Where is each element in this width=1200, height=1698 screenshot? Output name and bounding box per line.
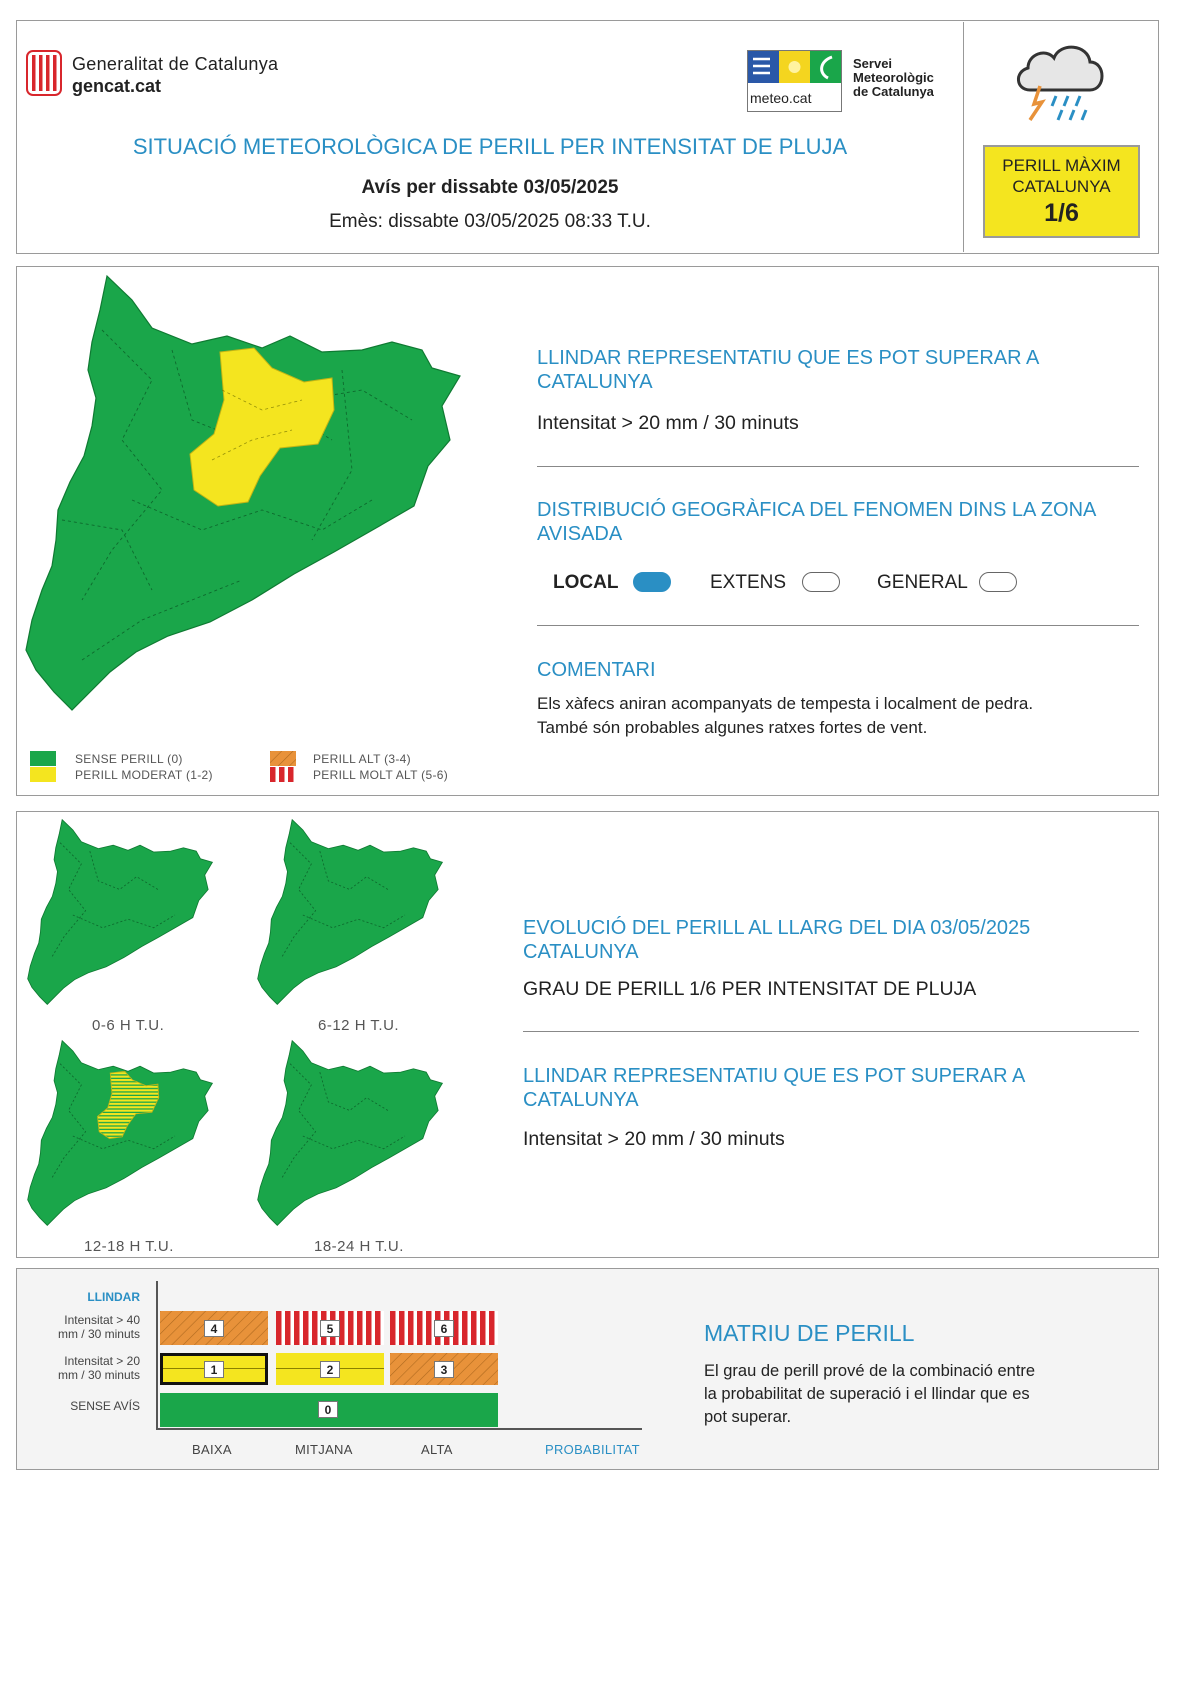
matrix-description-line-3: pot superar. <box>704 1408 792 1426</box>
distribution-local-label: LOCAL <box>553 572 619 593</box>
matrix-x-axis <box>156 1428 642 1430</box>
matrix-description <box>704 1360 1035 1429</box>
map-period-0-6 <box>26 815 226 1015</box>
matrix-axis-y-label: LLINDAR <box>87 1290 140 1304</box>
legend-swatch-high <box>270 751 296 766</box>
map-period-12-18 <box>26 1036 226 1236</box>
matrix-row-top-label <box>20 1313 140 1341</box>
matrix-row-mid-label <box>20 1354 140 1382</box>
matrix-row-bottom-label: SENSE AVÍS <box>70 1399 140 1413</box>
matrix-cell-2-value: 2 <box>320 1361 340 1378</box>
legend-swatch-moderate <box>30 767 56 782</box>
legend-label-no-danger: SENSE PERILL (0) <box>75 752 183 766</box>
issued-date: Emès: dissabte 03/05/2025 08:33 T.U. <box>329 211 651 232</box>
distribution-extens-label: EXTENS <box>710 572 787 593</box>
threshold-value: Intensitat > 20 mm / 30 minuts <box>537 412 799 434</box>
matrix-cell-5-value: 5 <box>320 1320 340 1337</box>
matrix-cell-3-value: 3 <box>434 1361 454 1378</box>
period-label-12-18: 12-18 H T.U. <box>84 1238 174 1255</box>
matrix-cell-4-value: 4 <box>204 1320 224 1337</box>
distribution-general-label: GENERAL <box>877 572 968 593</box>
smc-name <box>853 57 963 99</box>
divider <box>537 466 1139 467</box>
threshold-title: LLINDAR REPRESENTATIU QUE ES POT SUPERAR A CATALUNYA <box>537 347 1039 393</box>
legend-label-very-high: PERILL MOLT ALT (5-6) <box>313 768 449 782</box>
catalonia-danger-map <box>22 270 492 730</box>
page-title: SITUACIÓ METEOROLÒGICA DE PERILL PER INTENSITAT DE PLUJA <box>132 134 848 159</box>
storm-rain-icon <box>1010 32 1110 122</box>
evolution-threshold-title: LLINDAR REPRESENTATIU QUE ES POT SUPERAR A CATALUNYA <box>523 1065 1025 1111</box>
comment-line-1: Els xàfecs aniran acompanyats de tempesta i localment de pedra. <box>537 694 1034 713</box>
divider <box>537 625 1139 626</box>
evolution-threshold-value: Intensitat > 20 mm / 30 minuts <box>523 1128 785 1150</box>
matrix-x-label-baixa: BAIXA <box>192 1442 232 1457</box>
matrix-description-line-1: El grau de perill prové de la combinació entre <box>704 1362 1036 1380</box>
period-label-0-6: 0-6 H T.U. <box>92 1017 165 1034</box>
smc-line-1: Servei <box>853 56 893 71</box>
matrix-cell-6-value: 6 <box>434 1320 454 1337</box>
matrix-row-top-line-2: mm / 30 minuts <box>57 1327 140 1341</box>
matrix-x-label-alta: ALTA <box>421 1442 453 1457</box>
matrix-y-axis <box>156 1281 158 1429</box>
legend-swatch-very-high <box>270 767 296 782</box>
legend-label-moderate: PERILL MODERAT (1-2) <box>75 768 213 782</box>
legend-label-high: PERILL ALT (3-4) <box>313 752 411 766</box>
evolution-value: GRAU DE PERILL 1/6 PER INTENSITAT DE PLUJA <box>523 978 977 1000</box>
period-label-6-12: 6-12 H T.U. <box>318 1017 400 1034</box>
matrix-description-line-2: la probabilitat de superació i el llindar que es <box>704 1385 1030 1403</box>
matrix-x-axis-label: PROBABILITAT <box>545 1442 640 1457</box>
map-period-18-24 <box>256 1036 456 1236</box>
max-danger-value: 1/6 <box>1044 199 1079 227</box>
gencat-logo-icon <box>26 50 62 96</box>
matrix-x-label-mitjana: MITJANA <box>295 1442 353 1457</box>
max-danger-label-1: PERILL MÀXIM <box>1002 156 1121 175</box>
comment-text <box>537 692 1147 740</box>
evolution-title: EVOLUCIÓ DEL PERILL AL LLARG DEL DIA 03/05/2025 CATALUNYA <box>523 917 1031 963</box>
max-danger-label-2: CATALUNYA <box>1012 177 1111 196</box>
distribution-title: DISTRIBUCIÓ GEOGRÀFICA DEL FENOMEN DINS LA ZONA AVISADA <box>537 499 1096 545</box>
period-label-18-24: 18-24 H T.U. <box>314 1238 404 1255</box>
matrix-row-mid-line-1: Intensitat > 20 <box>64 1354 140 1368</box>
matrix-title: MATRIU DE PERILL <box>704 1320 915 1346</box>
divider <box>523 1031 1139 1032</box>
smc-line-2: Meteorològic <box>853 70 934 85</box>
matrix-row-mid-line-2: mm / 30 minuts <box>57 1368 140 1382</box>
matrix-row-top-line-1: Intensitat > 40 <box>64 1313 140 1327</box>
matrix-cell-1-value: 1 <box>204 1361 224 1378</box>
matrix-cell-0-value: 0 <box>318 1401 338 1418</box>
distribution-general-indicator <box>979 572 1017 592</box>
legend-swatch-no-danger <box>30 751 56 766</box>
header-divider <box>963 22 964 252</box>
meteocat-caption: meteo.cat <box>750 90 812 106</box>
distribution-extens-indicator <box>802 572 840 592</box>
smc-line-3: de Catalunya <box>853 84 934 99</box>
warning-date: Avís per dissabte 03/05/2025 <box>361 177 619 198</box>
gencat-name: Generalitat de Catalunya <box>72 54 279 74</box>
comment-line-2: També són probables algunes ratxes fortes de vent. <box>537 718 928 737</box>
map-period-6-12 <box>256 815 456 1015</box>
gencat-url: gencat.cat <box>72 76 162 96</box>
max-danger-badge <box>983 145 1140 238</box>
comment-title: COMENTARI <box>537 659 656 681</box>
distribution-local-indicator <box>633 572 671 592</box>
